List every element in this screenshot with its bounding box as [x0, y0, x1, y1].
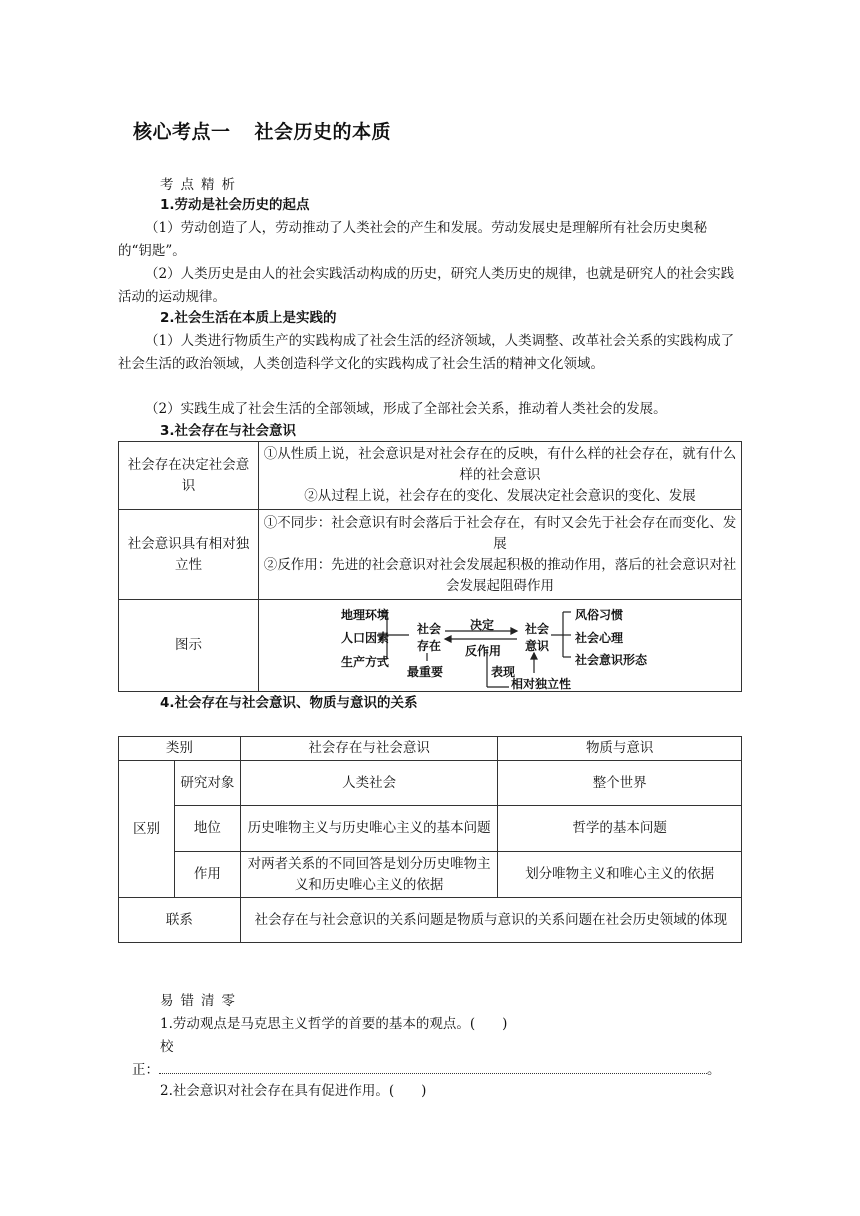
label-production: 生产方式 [341, 654, 390, 669]
label-geography: 地理环境 [341, 607, 390, 622]
answer-blank[interactable] [159, 1060, 707, 1074]
diagram-cell [259, 600, 742, 692]
question-2: 2.社会意识对社会存在具有促进作用。( ) [160, 1083, 427, 1099]
label-ideology: 社会意识形态 [575, 652, 648, 667]
cell-function-1: 对两者关系的不同回答是划分历史唯物主义和历史唯心主义的依据 [240, 852, 498, 898]
header-existence: 社会存在与社会意识 [240, 737, 498, 761]
label-express: 表现 [491, 664, 516, 679]
label-react: 反作用 [465, 643, 502, 658]
cell-function-2: 划分唯物主义和唯心主义的依据 [498, 852, 742, 898]
paragraph-2: （2）人类历史是由人的社会实践活动构成的历史，研究人类历史的规律，也就是研究人的社会实践活动的运动规律。 [118, 266, 735, 305]
cell-object-1: 人类社会 [240, 761, 498, 806]
row-label-diagram: 图示 [119, 600, 259, 692]
row-label-independence: 社会意识具有相对独立性 [119, 510, 259, 600]
heading-4: 4.社会存在与社会意识、物质与意识的关系 [160, 695, 418, 711]
label-decide: 决定 [470, 617, 495, 632]
table-existence-consciousness [118, 441, 742, 692]
label-important: 最重要 [407, 664, 444, 679]
section-kaodian: 考点精析 [160, 177, 242, 193]
label-status: 地位 [174, 806, 240, 852]
paragraph-3: （1）人类进行物质生产的实践构成了社会生活的经济领域，人类调整、改革社会关系的实践构成了社会生活的政治领域，人类创造科学文化的实践构成了社会生活的精神文化领域。 [118, 333, 735, 372]
paragraph-4: （2）实践生成了社会生活的全部领域，形成了全部社会关系，推动着人类社会的发展。 [145, 401, 667, 417]
label-relative-independence: 相对独立性 [511, 676, 572, 691]
row-label-decide: 社会存在决定社会意识 [119, 442, 259, 510]
label-difference: 区别 [119, 761, 175, 898]
label-consciousness-1: 社会 [525, 621, 550, 636]
page-title: 核心考点一 社会历史的本质 [133, 121, 392, 143]
label-existence-1: 社会 [417, 621, 442, 636]
label-connection: 联系 [119, 898, 241, 943]
header-category: 类别 [119, 737, 241, 761]
relationship-diagram [259, 601, 741, 691]
label-population: 人口因素 [341, 630, 390, 645]
cell-status-1: 历史唯物主义与历史唯心主义的基本问题 [240, 806, 498, 852]
cell-object-2: 整个世界 [498, 761, 742, 806]
section-yicuo: 易错清零 [160, 993, 242, 1009]
label-consciousness-2: 意识 [525, 638, 550, 653]
row-content-decide: ①从性质上说，社会意识是对社会存在的反映，有什么样的社会存在，就有什么样的社会意识 ②从过程上说，社会存在的变化、发展决定社会意识的变化、发展 [259, 442, 742, 510]
paragraph-1: （1）劳动创造了人，劳动推动了人类社会的产生和发展。劳动发展史是理解所有社会历史奥秘的“钥匙”。 [118, 220, 708, 259]
heading-1: 1.劳动是社会历史的起点 [160, 197, 310, 213]
label-object: 研究对象 [174, 761, 240, 806]
heading-3: 3.社会存在与社会意识 [160, 423, 297, 439]
label-function: 作用 [174, 852, 240, 898]
cell-connection: 社会存在与社会意识的关系问题是物质与意识的关系问题在社会历史领域的体现 [240, 898, 741, 943]
label-psychology: 社会心理 [575, 630, 624, 645]
row-content-independence: ①不同步：社会意识有时会落后于社会存在，有时又会先于社会存在而变化、发展 ②反作用：先进的社会意识对社会发展起积极的推动作用，落后的社会意识对社会发展起阻碍作用 [259, 510, 742, 600]
table-comparison [118, 736, 742, 943]
question-1: 1.劳动观点是马克思主义哲学的首要的基本的观点。( ) [160, 1016, 508, 1032]
label-customs: 风俗习惯 [575, 607, 624, 622]
heading-2: 2.社会生活在本质上是实践的 [160, 310, 337, 326]
header-matter: 物质与意识 [498, 737, 742, 761]
correction-label-top: 校 [160, 1039, 174, 1055]
cell-status-2: 哲学的基本问题 [498, 806, 742, 852]
correction-line: 正： 。 [132, 1062, 721, 1078]
label-existence-2: 存在 [417, 638, 442, 653]
